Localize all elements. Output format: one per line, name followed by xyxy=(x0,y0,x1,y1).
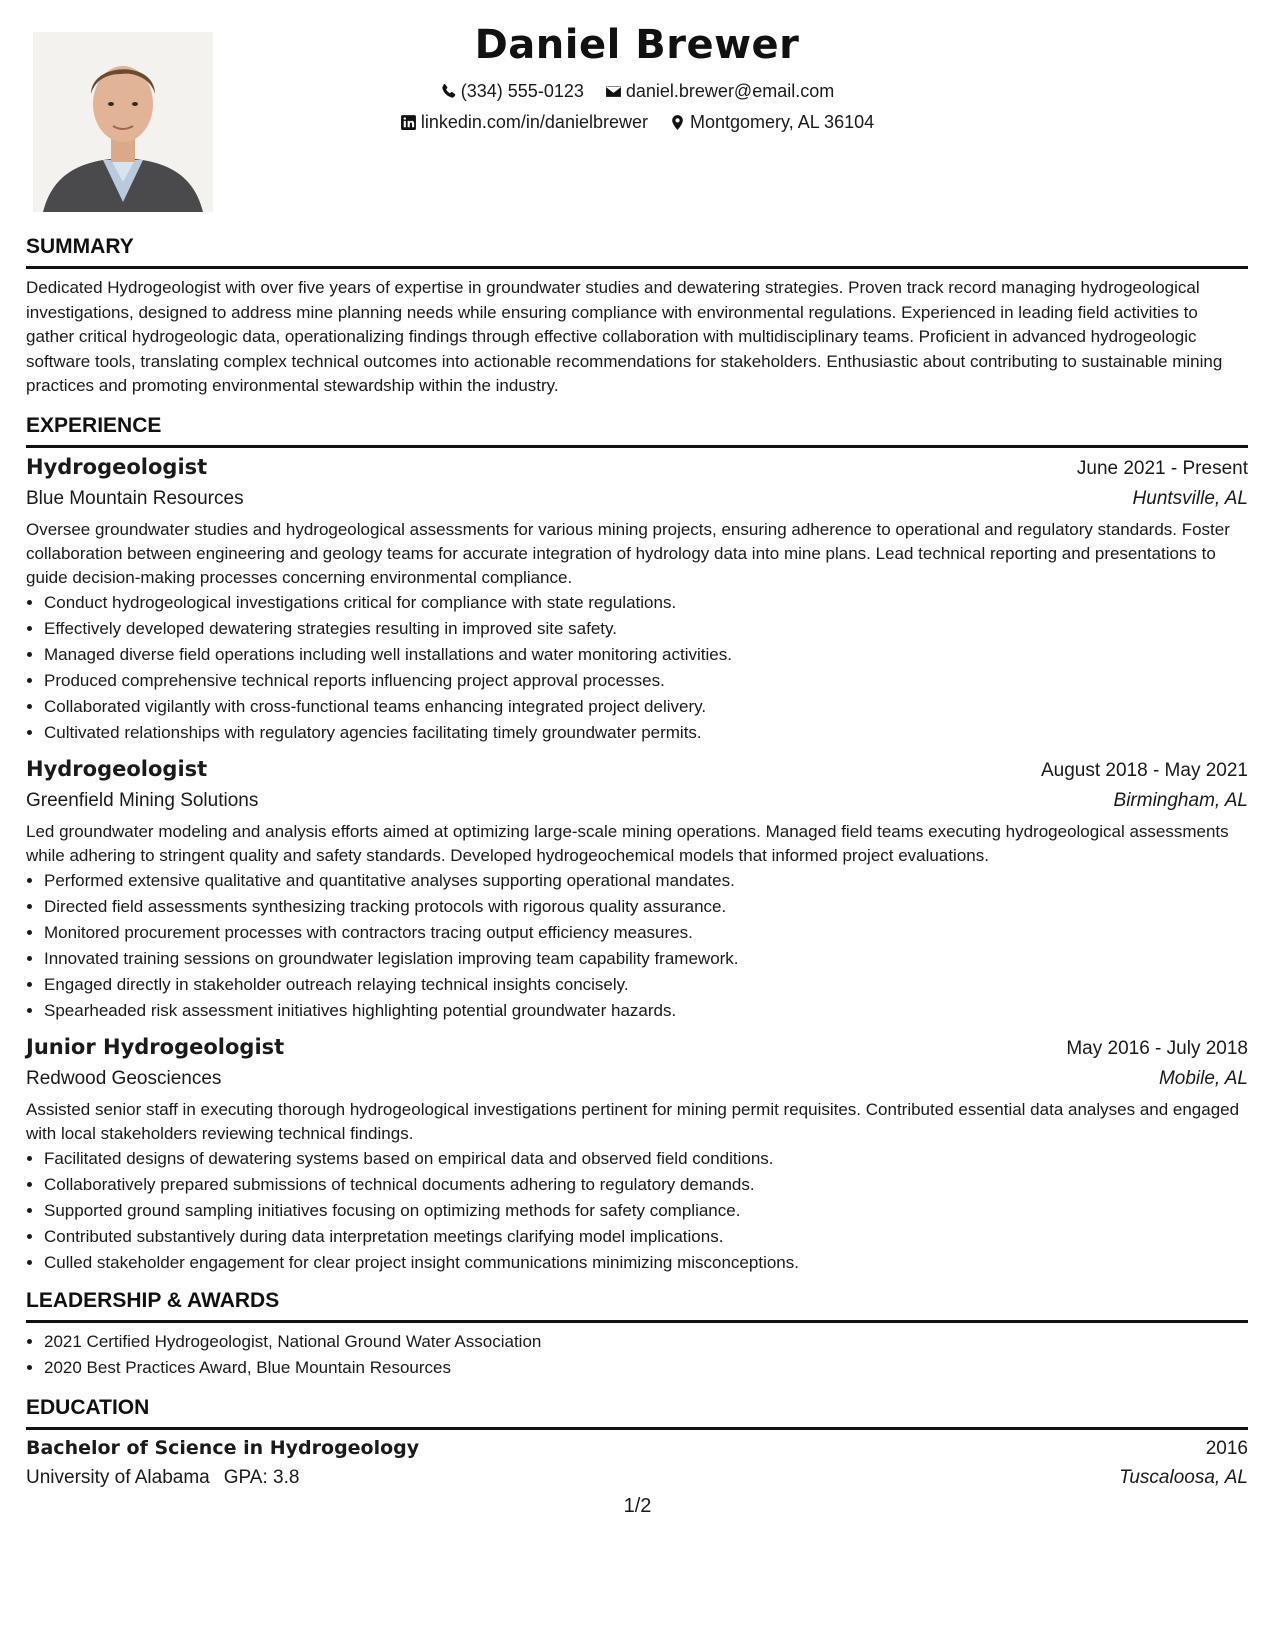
list-item: • 2020 Best Practices Award, Blue Mountain Resources xyxy=(44,1355,1248,1381)
list-item: • Managed diverse field operations including well installations and water monitoring activities. xyxy=(44,642,1248,668)
page-number: 1/2 xyxy=(623,1495,652,1517)
list-item: • Collaboratively prepared submissions of technical documents adhering to regulatory demands. xyxy=(44,1172,1248,1198)
job-description: Led groundwater modeling and analysis efforts aimed at optimizing large-scale mining operations. Managed field teams executing hydrogeological assessments while adhering to stringent quality and safety standards. Developed hydrogeochemical models that informed project evaluations. xyxy=(26,821,1229,865)
list-item: • Monitored procurement processes with contractors tracing output efficiency measures. xyxy=(44,920,1248,946)
job-bullets xyxy=(26,868,1248,1024)
job-company: Redwood Geosciences xyxy=(26,1067,222,1089)
summary-section xyxy=(26,234,1248,399)
list-item: • Facilitated designs of dewatering systems based on empirical data and observed field conditions. xyxy=(44,1146,1248,1172)
education-heading: EDUCATION xyxy=(26,1395,1248,1430)
job-location: Huntsville, AL xyxy=(1132,487,1248,509)
job-company: Greenfield Mining Solutions xyxy=(26,789,259,811)
contact-line-2 xyxy=(26,112,1248,136)
job-location: Mobile, AL xyxy=(1158,1067,1248,1089)
degree-title: Bachelor of Science in Hydrogeology xyxy=(26,1436,420,1459)
envelope-icon xyxy=(605,83,622,100)
linkedin-icon xyxy=(400,114,417,131)
candidate-name: Daniel Brewer xyxy=(474,22,800,68)
map-pin-icon xyxy=(669,114,686,131)
list-item: • Spearheaded risk assessment initiatives highlighting potential groundwater hazards. xyxy=(44,998,1248,1024)
job-entry xyxy=(26,1032,1248,1276)
gpa-text: GPA: 3.8 xyxy=(223,1466,300,1488)
job-entry xyxy=(26,452,1248,746)
school-name: University of Alabama xyxy=(26,1466,210,1488)
job-bullets xyxy=(26,1146,1248,1276)
contact-line-1 xyxy=(26,81,1248,105)
list-item: • Effectively developed dewatering strategies resulting in improved site safety. xyxy=(44,616,1248,642)
summary-text: Dedicated Hydrogeologist with over five years of expertise in groundwater studies and dewatering strategies. Proven track record managing hydrogeological investigations, designed to address mine planning needs while ensuring compliance with environmental regulations. Experienced in leading field activities to gather critical hydrogeologic data, operationalizing findings through effective collaboration with multidisciplinary teams. Proficient in advanced hydrogeologic software tools, translating complex technical outcomes into actionable recommendations for stakeholders. Enthusiastic about contributing to sustainable mining practices and promoting environmental stewardship within the industry. xyxy=(26,278,1223,395)
job-title: Junior Hydrogeologist xyxy=(26,1034,285,1059)
contact-email[interactable] xyxy=(605,81,834,102)
job-description: Assisted senior staff in executing thorough hydrogeological investigations pertinent for mining permit requisites. Contributed essential data analyses and engaged with local stakeholders reviewing technical findings. xyxy=(26,1099,1240,1143)
job-title: Hydrogeologist xyxy=(26,756,208,781)
experience-section xyxy=(26,413,1248,1276)
list-item: • Directed field assessments synthesizing tracking protocols with rigorous quality assurance. xyxy=(44,894,1248,920)
contact-phone[interactable] xyxy=(440,81,584,102)
list-item: • Culled stakeholder engagement for clear project insight communications minimizing misconceptions. xyxy=(44,1250,1248,1276)
resume-page xyxy=(26,0,1248,1650)
job-location: Birmingham, AL xyxy=(1113,789,1248,811)
contact-location xyxy=(669,112,874,133)
linkedin-text: linkedin.com/in/danielbrewer xyxy=(420,112,648,132)
summary-heading: SUMMARY xyxy=(26,234,1248,269)
awards-heading: LEADERSHIP & AWARDS xyxy=(26,1288,1248,1323)
school-location: Tuscaloosa, AL xyxy=(1119,1466,1248,1488)
list-item: • Performed extensive qualitative and quantitative analyses supporting operational mandates. xyxy=(44,868,1248,894)
phone-text: (334) 555-0123 xyxy=(460,81,584,101)
list-item: • Cultivated relationships with regulatory agencies facilitating timely groundwater permits. xyxy=(44,720,1248,746)
job-description: Oversee groundwater studies and hydrogeological assessments for various mining projects, ensuring adherence to operational and regulatory standards. Foster collaboration between engineering and geology teams for accurate integration of hydrology data into mine plans. Lead technical reporting and presentations to guide decision-making processes concerning environmental compliance. xyxy=(26,519,1230,587)
list-item: • 2021 Certified Hydrogeologist, National Ground Water Association xyxy=(44,1329,1248,1355)
education-section xyxy=(26,1395,1248,1493)
list-item: • Produced comprehensive technical reports influencing project approval processes. xyxy=(44,668,1248,694)
job-dates: May 2016 - July 2018 xyxy=(1066,1037,1248,1059)
experience-heading: EXPERIENCE xyxy=(26,413,1248,448)
resume-header xyxy=(26,0,1248,230)
awards-section xyxy=(26,1288,1248,1381)
email-text: daniel.brewer@email.com xyxy=(625,81,835,101)
job-bullets xyxy=(26,590,1248,746)
phone-icon xyxy=(440,83,457,100)
list-item: • Conduct hydrogeological investigations critical for compliance with state regulations. xyxy=(44,590,1248,616)
degree-year: 2016 xyxy=(1205,1437,1248,1459)
job-company: Blue Mountain Resources xyxy=(26,487,244,509)
list-item: • Collaborated vigilantly with cross-functional teams enhancing integrated project delivery. xyxy=(44,694,1248,720)
location-text: Montgomery, AL 36104 xyxy=(690,112,875,132)
job-title: Hydrogeologist xyxy=(26,454,208,479)
contact-linkedin[interactable] xyxy=(400,112,648,133)
list-item: • Innovated training sessions on groundwater legislation improving team capability framework. xyxy=(44,946,1248,972)
list-item: • Contributed substantively during data interpretation meetings clarifying model implications. xyxy=(44,1224,1248,1250)
list-item: • Engaged directly in stakeholder outreach relaying technical insights concisely. xyxy=(44,972,1248,998)
job-entry xyxy=(26,754,1248,1024)
job-dates: June 2021 - Present xyxy=(1076,457,1248,479)
school-line xyxy=(26,1464,299,1492)
job-dates: August 2018 - May 2021 xyxy=(1040,759,1248,781)
list-item: • Supported ground sampling initiatives focusing on optimizing methods for safety compliance. xyxy=(44,1198,1248,1224)
awards-list xyxy=(26,1329,1248,1381)
